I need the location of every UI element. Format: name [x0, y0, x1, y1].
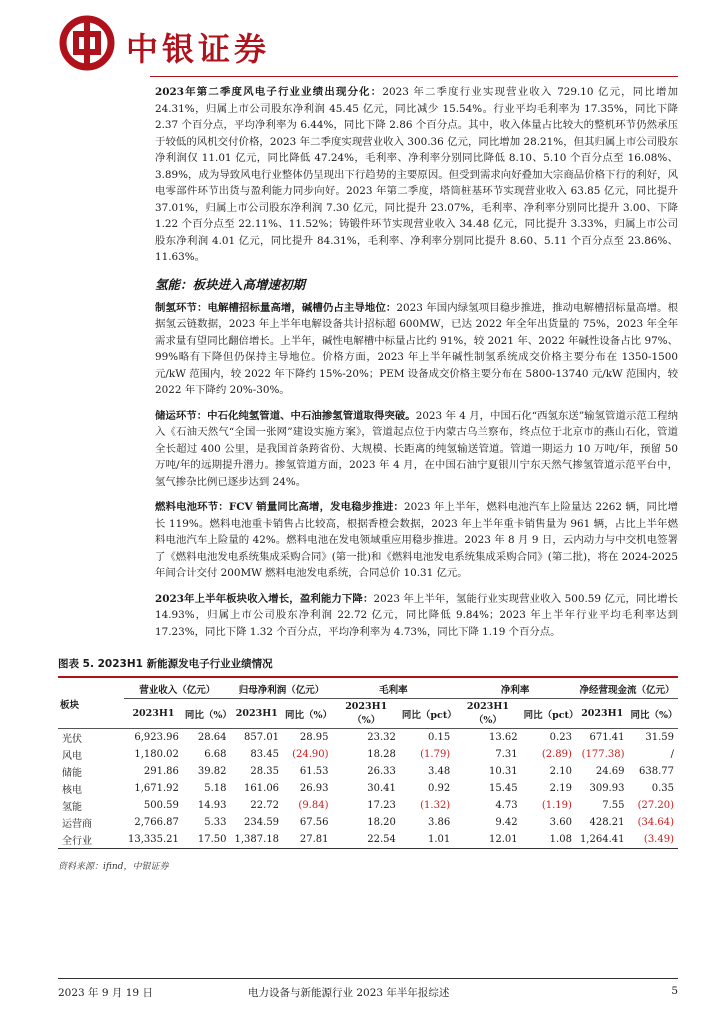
table-cell: 7.31 [495, 749, 518, 760]
col-header: 同比（%） [283, 699, 332, 729]
col-sector: 板块 [58, 680, 124, 729]
col-header: 同比（pct） [522, 699, 576, 729]
table-cell: (1.79) [420, 749, 451, 760]
table-cell: 83.45 [250, 749, 280, 760]
table-cell: 13.62 [488, 732, 518, 743]
group-revenue: 营业收入（亿元） [124, 680, 231, 699]
table-cell: 0.35 [651, 783, 674, 794]
table-cell: (1.19) [541, 800, 572, 811]
group-cashflow: 净经营现金流（亿元） [576, 680, 678, 699]
table-cell: 1,264.41 [576, 831, 629, 849]
table-cell: 0.23 [549, 732, 572, 743]
table-cell: 500.59 [143, 800, 179, 811]
table-cell: (177.38) [581, 749, 625, 760]
table-cell: 3.60 [549, 817, 572, 828]
paragraph-hydrogen-production: 制氢环节：电解槽招标量高增，碱槽仍占主导地位：2023 年国内绿氢项目稳步推进，推动电解槽招标量高增。根据氢云链数据，2023 年上半年电解设备共计招标超 600MW，已达 2022 年全年出货量的 75%，2023 年全年需求量有望同比翻倍增长。上半年，碱性电解槽中标量占比约 91%，较 2021 年、2022 年碱性设备占比 97%、99%略有下降但仍保持主导地位。价格方面，2023 年上半年碱性制氢系统成交价格主要分布在 1350-1500 元/kW 范围内，较 2022 年下降约 15%-20%；PEM 设备成交价格主要分布在 5800-13740 元/kW 范围内，较 2022 年下降约 20%-30%。 [155, 301, 679, 396]
table-cell: 17.23 [367, 800, 396, 811]
col-header: 2023H1 [124, 699, 183, 729]
table-cell: 9.42 [495, 817, 518, 828]
col-header: 同比（%） [183, 699, 231, 729]
table-row [58, 797, 678, 814]
table-cell: 161.06 [244, 783, 280, 794]
header-divider [150, 76, 678, 77]
table-cell: 28.35 [250, 766, 280, 777]
table-cell: 2,766.87 [134, 817, 179, 828]
table-cell: 4.73 [495, 800, 518, 811]
table-cell: 22.54 [333, 831, 400, 849]
table-cell: 2.19 [549, 783, 572, 794]
table-cell: 18.28 [367, 749, 396, 760]
group-gross-margin: 毛利率 [333, 680, 455, 699]
table-cell: (9.84) [298, 800, 329, 811]
table-cell: 638.77 [639, 766, 674, 777]
table-cell: 26.33 [367, 766, 396, 777]
article-body [155, 84, 678, 649]
table-row [58, 831, 678, 849]
table-cell: 7.55 [602, 800, 625, 811]
brand-name: 中银证券 [126, 30, 271, 68]
table-cell: 22.72 [250, 800, 280, 811]
page-footer [58, 978, 678, 1005]
table-cell: 3.48 [427, 766, 451, 777]
table-cell: 0.92 [427, 783, 451, 794]
table-row [58, 763, 678, 780]
table-row [58, 780, 678, 797]
table-cell: 39.82 [197, 766, 227, 777]
paragraph-hydrogen-summary: 2023年上半年板块收入增长，盈利能力下降：2023 年上半年，氢能行业实现营业收入 500.59 亿元，同比增长 14.93%，归属上市公司股东净利润 22.72 亿元，同比降低 9.84%；2023 年上半年行业平均毛利率达到 17.23%，同比下降 1.32 个百分点，平均净利率为 4.73%，同比下降 1.19 个百分点。 [155, 592, 678, 638]
col-header: 2023H1 [576, 699, 629, 729]
table-cell: 671.41 [589, 732, 625, 743]
col-header: 2023H1（%） [454, 699, 521, 729]
row-label: 光伏 [62, 734, 82, 745]
paragraph-hydrogen-storage: 储运环节：中石化纯氢管道、中石油掺氢管道取得突破。2023 年 4 月，中国石化“西氢东送”输氢管道示范工程纳入《石油天然气“全国一张网”建设实施方案》，管道起点位于内蒙古乌兰察布，终点位于北京市的燕山石化，管道全长超过 400 公里，是我国首条跨省份、大规模、长距离的纯氢输送管道。管道一期运力 10 万吨/年，预留 50 万吨/年的远期提升潜力。掺氢管道方面，2023 年 4 月，在中国石油宁夏银川宁东天然气掺氢管道示范平台中，氢气掺杂比例已逐步达到 24%。 [155, 409, 678, 488]
row-label: 风电 [62, 751, 82, 762]
bank-of-china-logo-icon [58, 14, 116, 72]
footer-date: 2023 年 9 月 19 日 [58, 987, 153, 999]
figure-source: 资料来源：ifind，中银证券 [58, 862, 169, 872]
col-header: 2023H1（%） [333, 699, 400, 729]
table-cell: 1,180.02 [134, 749, 179, 760]
row-label: 全行业 [58, 831, 124, 849]
table-cell: 1.08 [522, 831, 576, 849]
table-cell: 28.95 [299, 732, 329, 743]
row-label: 运营商 [62, 819, 92, 830]
table-cell: 3.86 [427, 817, 451, 828]
figure-title: 图表 5. 2023H1 新能源发电子行业业绩情况 [58, 656, 678, 678]
table-cell: 857.01 [244, 732, 280, 743]
performance-table [58, 680, 678, 849]
table-cell: 5.18 [204, 783, 227, 794]
table-cell: 67.56 [299, 817, 329, 828]
col-header: 同比（pct） [400, 699, 454, 729]
table-row [58, 729, 678, 747]
paragraph-fuel-cell: 燃料电池环节：FCV 销量同比高增，发电稳步推进：2023 年上半年，燃料电池汽车上险量达 2262 辆，同比增长 119%。燃料电池重卡销售占比较高，根据香橙会数据，2023 年上半年重卡销售量为 961 辆，占比上半年燃料电池汽车上险量的 42%。燃料电池在发电领域重应用稳步推进。2023 年 8 月 9 日，云内动力与中交机电签署了《燃料电池发电系统集成采购合同》(第一批)和《燃料电池发电系统集成采购合同》(第二批)，将在 2024-2025 年间合计交付 200MW 燃料电池发电系统，合同总价 10.31 亿元。 [155, 501, 679, 579]
table-cell: 291.86 [143, 766, 179, 777]
table-cell: (2.89) [541, 749, 572, 760]
table-cell: 2.10 [549, 766, 572, 777]
section-title-hydrogen: 氢能：板块进入高增速初期 [155, 276, 306, 292]
table-cell: 23.32 [367, 732, 396, 743]
col-header: 同比（%） [628, 699, 678, 729]
table-cell: 1,671.92 [134, 783, 179, 794]
table-cell: 5.33 [204, 817, 227, 828]
row-label: 氢能 [62, 802, 82, 813]
table-cell: 0.15 [427, 732, 451, 743]
table-cell: (24.90) [292, 749, 329, 760]
group-net-profit: 归母净利润（亿元） [231, 680, 333, 699]
table-cell: 428.21 [589, 817, 625, 828]
table-row [58, 746, 678, 763]
table-cell: 61.53 [299, 766, 329, 777]
figure-5 [58, 656, 678, 872]
table-cell: / [670, 749, 674, 760]
table-cell: 1.01 [400, 831, 454, 849]
table-cell: 12.01 [454, 831, 521, 849]
table-cell: 309.93 [589, 783, 625, 794]
table-cell: 1,387.18 [231, 831, 284, 849]
table-cell: 13,335.21 [124, 831, 183, 849]
page-number: 5 [671, 985, 678, 997]
table-cell: 234.59 [244, 817, 280, 828]
table-cell: 6.68 [204, 749, 227, 760]
row-label: 储能 [62, 768, 82, 779]
footer-title: 电力设备与新能源行业 2023 年半年报综述 [248, 987, 450, 999]
page-header [58, 14, 678, 78]
paragraph-wind: 2023年第二季度风电子行业业绩出现分化：2023 年二季度行业实现营业收入 729.10 亿元，同比增加 24.31%，归属上市公司股东净利润 45.45 亿元，同比减少 15.54%。行业平均毛利率为 17.35%，同比下降 2.37 个百分点，平均净利率为 6.44%，同比下降 2.86 个百分点。其中，收入体量占比较大的整机环节仍然承压于较低的风机交付价格，2023 年二季度实现营业收入 300.36 亿元，同比增加 28.21%，但其归属上市公司股东净利润仅 11.01 亿元，同比降低 47.24%，毛利率、净利率分别同比降低 8.10、5.10 个百分点至 16.08%、3.89%，成为导致风电行业整体仍呈现出下行趋势的主要原因。但受到需求向好叠加大宗商品价格下行的利好，风电零部件环节出货与盈利能力同步向好。2023 年第二季度，塔筒桩基环节实现营业收入 63.85 亿元，同比提升 37.01%，归属上市公司股东净利润 7.30 亿元，同比提升 23.07%，毛利率、净利率分别同比提升 3.00、下降 1.22 个百分点至 22.11%、11.52%；铸锻件环节实现营业收入 34.48 亿元，同比提升 3.33%，归属上市公司股东净利润 4.01 亿元，同比提升 84.31%，毛利率、净利率分别同比提升 8.60、5.11 个百分点至 23.86%、11.63%。 [155, 86, 678, 263]
table-cell: (3.49) [628, 831, 678, 849]
table-cell: 27.81 [283, 831, 332, 849]
col-header: 2023H1 [231, 699, 284, 729]
table-cell: 14.93 [197, 800, 227, 811]
row-label: 核电 [62, 785, 82, 796]
table-cell: 6,923.96 [134, 732, 179, 743]
table-row [58, 814, 678, 831]
table-cell: 26.93 [299, 783, 329, 794]
table-cell: 28.64 [197, 732, 227, 743]
table-cell: 18.20 [367, 817, 396, 828]
table-cell: 30.41 [367, 783, 396, 794]
table-cell: 31.59 [645, 732, 674, 743]
table-cell: (1.32) [420, 800, 451, 811]
table-cell: (27.20) [637, 800, 674, 811]
table-cell: 24.69 [595, 766, 625, 777]
table-cell: 17.50 [183, 831, 231, 849]
table-cell: (34.64) [637, 817, 674, 828]
group-net-margin: 净利率 [454, 680, 576, 699]
table-cell: 10.31 [488, 766, 518, 777]
table-cell: 15.45 [488, 783, 518, 794]
